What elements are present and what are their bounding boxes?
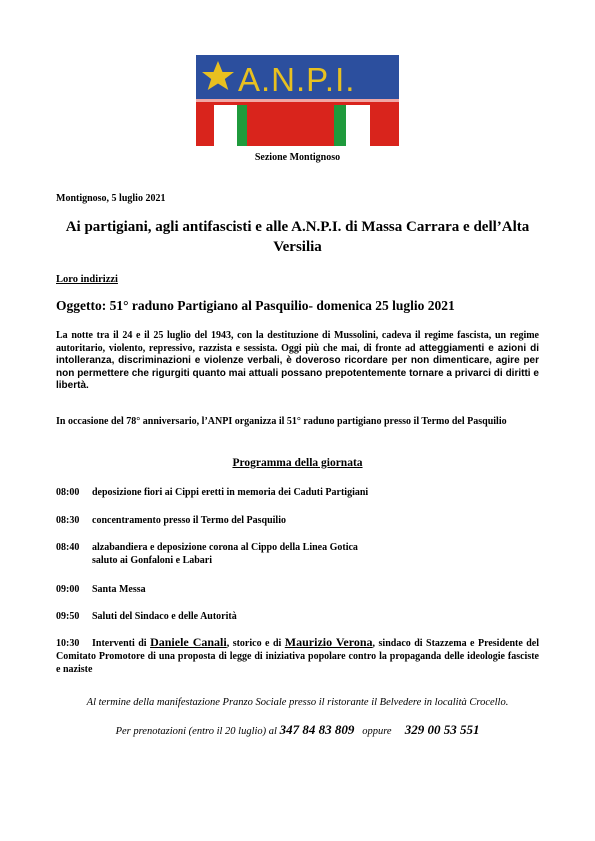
program-item [56, 486, 539, 499]
or-text: oppure [362, 726, 392, 737]
intro-text-emphasis: atteggiamenti e azioni di intolleranza, discriminazioni e violenze verbali, è doveroso ricordare per non dimenticare, agire per non permettere che rigurgiti quanto mai attuali possano prepotentemente tornare a privarci di diritti e libertà. [56, 342, 539, 391]
program-item [56, 583, 539, 596]
phone-number: 347 84 83 809 [279, 722, 355, 737]
program-text: alzabandiera e deposizione corona al Cippo della Linea Gotica [92, 542, 358, 553]
speeches-mid: , storico e di [226, 638, 285, 649]
program-text-continued: saluto ai Gonfaloni e Labari [92, 555, 213, 566]
letter-date: Montignoso, 5 luglio 2021 [56, 193, 166, 204]
phone-number: 329 00 53 551 [404, 722, 480, 737]
program-item [56, 541, 539, 567]
intro-text: La notte tra il 24 e il 25 luglio del 1943, con la destituzione di Mussolini, cadeva il regime fascista, un regime autoritario, violento, repressivo, razzista e sessista. Oggi più che mai, di fronte ad [56, 330, 539, 354]
anpi-logo [196, 55, 399, 146]
section-name: Sezione Montignoso [254, 152, 341, 163]
program-item [56, 514, 539, 527]
subject-line: Oggetto: 51° raduno Partigiano al Pasquilio- domenica 25 luglio 2021 [56, 298, 455, 313]
program-item-speeches [56, 636, 539, 676]
speeches-rest: , sindaco di Stazzema e Presidente del Comitato Promotore di una proposta di legge di iniziativa popolare contro la propaganda delle ideologie fasciste e naziste [56, 638, 540, 675]
program-text: Saluti del Sindaco e delle Autorità [92, 611, 237, 622]
program-time: 09:00 [56, 584, 80, 595]
lunch-note: Al termine della manifestazione Pranzo Sociale presso il ristorante il Belvedere in località Crocello. [86, 697, 509, 708]
addressees: Loro indirizzi [56, 274, 118, 285]
letter-title: Ai partigiani, agli antifascisti e alle A.N.P.I. di Massa Carrara e dell’Alta Versilia [65, 219, 530, 255]
program-text: concentramento presso il Termo del Pasquilio [92, 515, 286, 526]
booking-line [60, 723, 535, 738]
program-time: 08:30 [56, 515, 80, 526]
program-time: 10:30 [56, 638, 80, 649]
speaker-name: Maurizio Verona [284, 635, 373, 649]
program-text: deposizione fiori ai Cippi eretti in memoria dei Caduti Partigiani [92, 487, 369, 498]
program-title: Programma della giornata [232, 457, 363, 469]
program-item [56, 610, 539, 623]
program-time: 08:00 [56, 487, 80, 498]
intro-paragraph [56, 330, 539, 393]
anniversary-paragraph: In occasione del 78° anniversario, l’ANPI organizza il 51° raduno partigiano presso il Termo del Pasquilio [56, 416, 507, 427]
booking-text: Per prenotazioni (entro il 20 luglio) al [115, 726, 280, 737]
program-text: Santa Messa [92, 584, 146, 595]
speeches-intro: Interventi di [92, 638, 151, 649]
program-time: 09:50 [56, 611, 80, 622]
logo-text: A.N.P.I. [238, 61, 356, 98]
speaker-name: Daniele Canali [150, 635, 227, 649]
program-time: 08:40 [56, 542, 80, 553]
